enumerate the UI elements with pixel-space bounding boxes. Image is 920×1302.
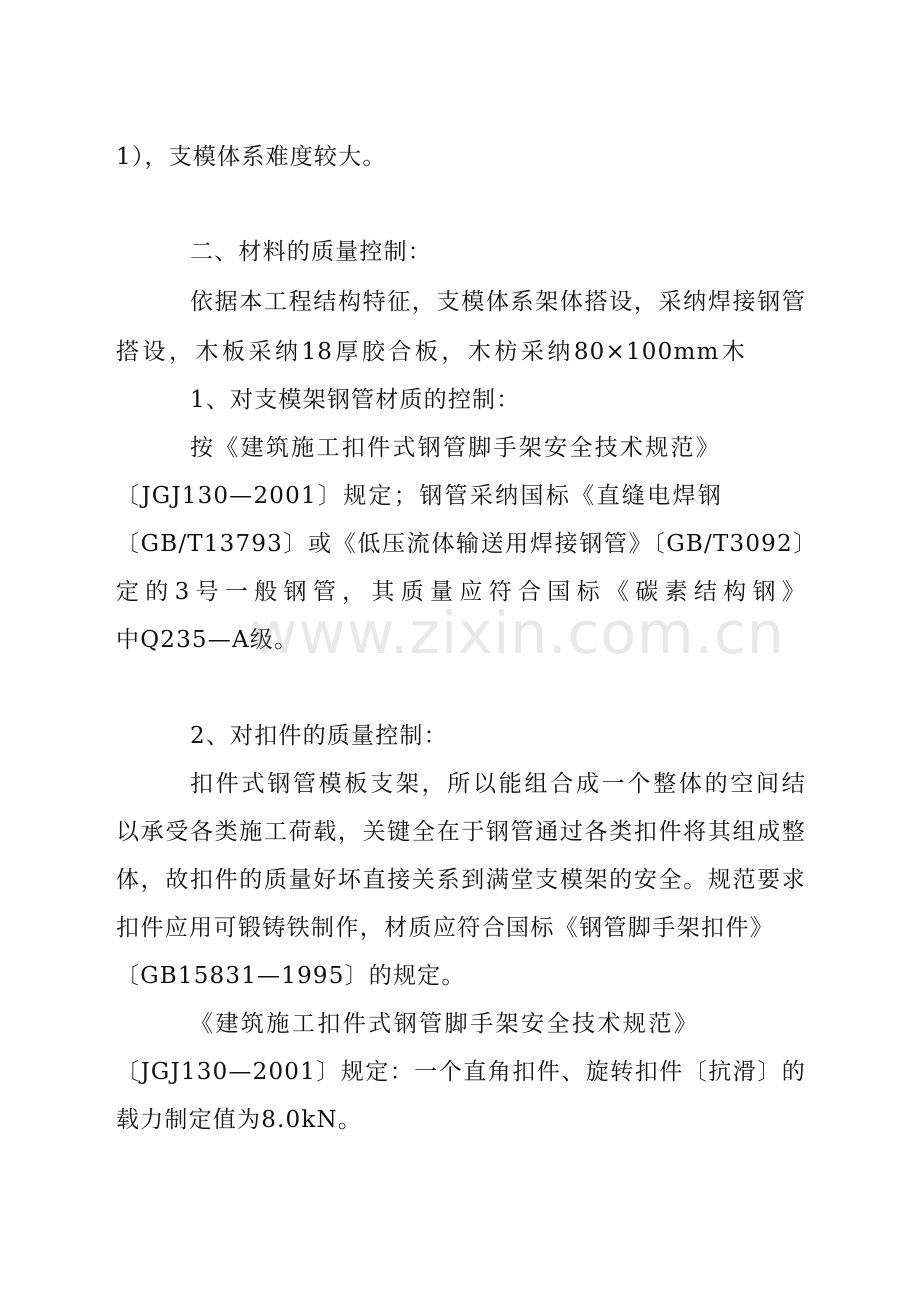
text-line-3: 依据本工程结构特征，支模体系架体搭设，采纳焊接钢管 (190, 289, 806, 315)
subheading-fasteners: 2、对扣件的质量控制： (190, 723, 448, 749)
text-line-14: 体，故扣件的质量好坏直接关系到满堂支模架的安全。规范要求 (116, 867, 806, 893)
text-line-4: 搭设，木板采纳18厚胶合板，木枋采纳80×100mm木 (116, 339, 746, 365)
text-line-16: 〔GB15831—1995〕的规定。 (116, 963, 466, 989)
text-line-7: 〔JGJ130—2001〕规定；钢管采纳国标《直缝电焊钢 (116, 483, 722, 509)
text-line-12: 扣件式钢管模板支架，所以能组合成一个整体的空间结 (190, 771, 806, 797)
subheading-steel-pipe: 1、对支模架钢管材质的控制： (190, 387, 521, 413)
text-line-8: 〔GB/T13793〕或《低压流体输送用焊接钢管》〔GB/T3092〕 (116, 531, 806, 557)
text-line-9: 定的3号一般钢管，其质量应符合国标《碳素结构钢》 (116, 579, 806, 605)
text-line-10: 中Q235—A级。 (116, 627, 299, 653)
text-line-17: 《建筑施工扣件式钢管脚手架安全技术规范》 (190, 1011, 698, 1037)
text-line-19: 载力制定值为8.0kN。 (116, 1107, 363, 1133)
text-line-18: 〔JGJ130—2001〕规定：一个直角扣件、旋转扣件〔抗滑〕的 (116, 1059, 806, 1085)
watermark: www.zixin.com.cn (250, 599, 785, 667)
section-heading-materials: 二、材料的质量控制： (190, 239, 432, 265)
text-line-15: 扣件应用可锻铸铁制作，材质应符合国标《钢管脚手架扣件》 (116, 915, 774, 941)
text-line-1: 1），支模体系难度较大。 (116, 144, 387, 170)
text-line-6: 按《建筑施工扣件式钢管脚手架安全技术规范》 (190, 435, 720, 461)
text-line-13: 以承受各类施工荷载，关键全在于钢管通过各类扣件将其组成整 (116, 819, 806, 845)
